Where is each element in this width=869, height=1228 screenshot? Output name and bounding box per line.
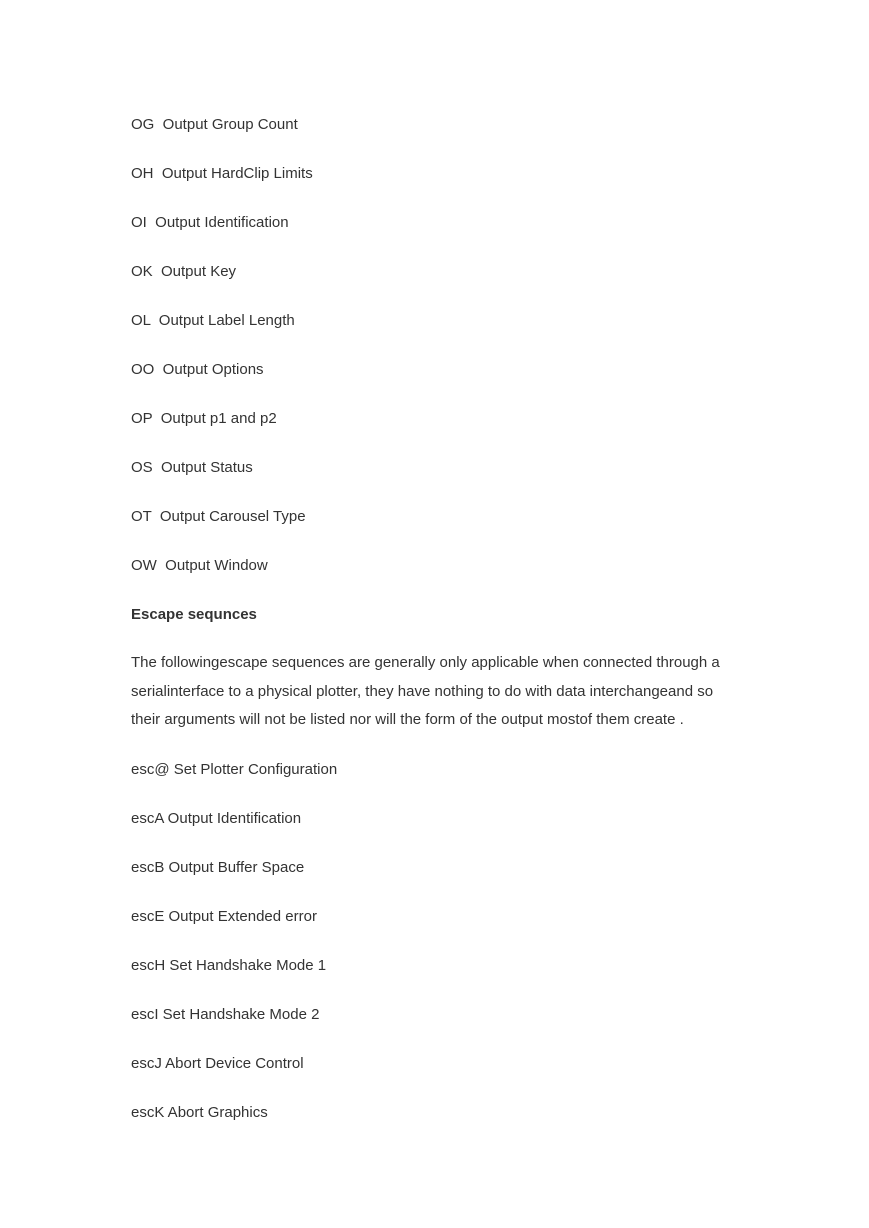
section-paragraph: The followingescape sequences are generally only applicable when connected through a serialinterface to a physical plotter, they have nothing to do with data interchangeand so their arguments will not be listed nor will the form of the output mostof them create .	[131, 654, 720, 728]
command-ot: OT Output Carousel Type	[131, 508, 306, 525]
command-og: OG Output Group Count	[131, 116, 298, 133]
escape-command-i: escI Set Handshake Mode 2	[131, 1005, 320, 1023]
section-heading: Escape sequnces	[131, 606, 257, 623]
command-ok: OK Output Key	[131, 263, 237, 280]
command-op: OP Output p1 and p2	[131, 410, 277, 427]
escape-command-h: escH Set Handshake Mode 1	[131, 956, 327, 974]
escape-command-b: escB Output Buffer Space	[131, 858, 305, 876]
escape-command-a: escA Output Identification	[131, 809, 302, 827]
command-ow: OW Output Window	[131, 557, 268, 574]
command-ol: OL Output Label Length	[131, 312, 295, 329]
escape-command-k: escK Abort Graphics	[131, 1103, 268, 1121]
command-oi: OI Output Identification	[131, 214, 289, 231]
command-os: OS Output Status	[131, 459, 253, 476]
command-oh: OH Output HardClip Limits	[131, 165, 313, 182]
document-page	[131, 115, 751, 1152]
escape-command-at: esc@ Set Plotter Configuration	[131, 760, 338, 778]
escape-command-e: escE Output Extended error	[131, 907, 317, 925]
escape-command-j: escJ Abort Device Control	[131, 1054, 304, 1072]
command-oo: OO Output Options	[131, 361, 264, 378]
